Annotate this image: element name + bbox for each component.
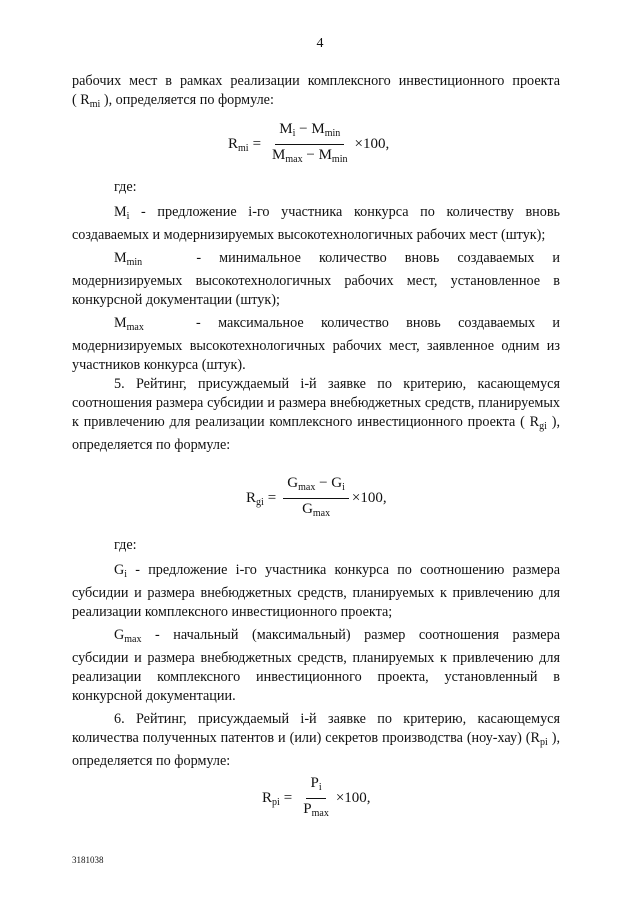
definition-mmax-rest: модернизируемых высокотехнологичных рабочих мест, заявленное одним из участников конкурса (штук). bbox=[72, 338, 560, 373]
definition-mmax-line1: $M_{max}$ - максимальное количество вновь создаваемых и bbox=[114, 315, 561, 333]
paragraph-6: 6. Рейтинг, присуждаемый i-й заявке по критерию, касающемуся количества полученных патентов и (или) секретов производства (ноу-хау) ($R_{pi}$ ), определяется по формуле: bbox=[72, 711, 561, 769]
definitions-rgi bbox=[72, 536, 560, 771]
gde-label-2: где: bbox=[114, 537, 137, 553]
footer-document-code: 3181038 bbox=[72, 855, 104, 865]
intro-paragraph bbox=[72, 72, 560, 114]
formula-rpi: R pi = $\frac{P_i}{P_{max}}$ × 100 , bbox=[262, 774, 371, 823]
paragraph-5: 5. Рейтинг, присуждаемый i-й заявке по критерию, касающемуся соотношения размера субсидии и размера внебюджетных средств, планируемых к привлечению для реализации комплексного инвестиционного проекта ( $R_{gi}$ ), определяется по формуле: bbox=[72, 376, 561, 453]
definition-gmax: $G_{max}$ - начальный (максимальный) размер соотношения размера субсидии и размера внебюджетных средств, планируемых к привлечению для реализации комплексного инвестиционного проекта, установленный в конкурсной документации. bbox=[72, 627, 560, 704]
gde-label-1: где: bbox=[114, 179, 137, 195]
intro-line-1: рабочих мест в рамках реализации комплексного инвестиционного проекта bbox=[72, 73, 560, 89]
fraction-rgi: $\frac{G_{max} - G_i}{G_{max}}$ bbox=[283, 474, 349, 523]
definition-mi: $M_i$ - предложение i-го участника конкурса по количеству вновь создаваемых и модернизируемых высокотехнологичных рабочих мест (штук); bbox=[72, 204, 560, 243]
definition-mmin-rest: модернизируемых высокотехнологичных рабочих мест, установленное в конкурсной документации (штук); bbox=[72, 273, 560, 308]
formula-rmi: R mi = $\frac{M_i - M_{min}}{M_{max} - M_{min}}$ × 100 , bbox=[228, 120, 389, 169]
formula-rgi: R gi = $\frac{G_{max} - G_i}{G_{max}}$ × 100 , bbox=[246, 474, 387, 523]
definition-mmin-line1: $M_{min}$ - минимальное количество вновь создаваемых и bbox=[114, 250, 560, 268]
page-number: 4 bbox=[316, 36, 324, 51]
intro-line-2: ( $R_{mi}$ ), определяется по формуле: bbox=[72, 92, 274, 110]
fraction-rmi: $\frac{M_i - M_{min}}{M_{max} - M_{min}}$ bbox=[272, 121, 348, 165]
fraction-rpi: $\frac{P_i}{P_{max}}$ bbox=[303, 775, 329, 819]
definitions-rmi bbox=[72, 178, 560, 455]
definition-gi: $G_i$ - предложение i-го участника конкурса по соотношению размера субсидии и размера внебюджетных средств, планируемых к привлечению для реализации комплексного инвестиционного проекта; bbox=[72, 562, 560, 620]
